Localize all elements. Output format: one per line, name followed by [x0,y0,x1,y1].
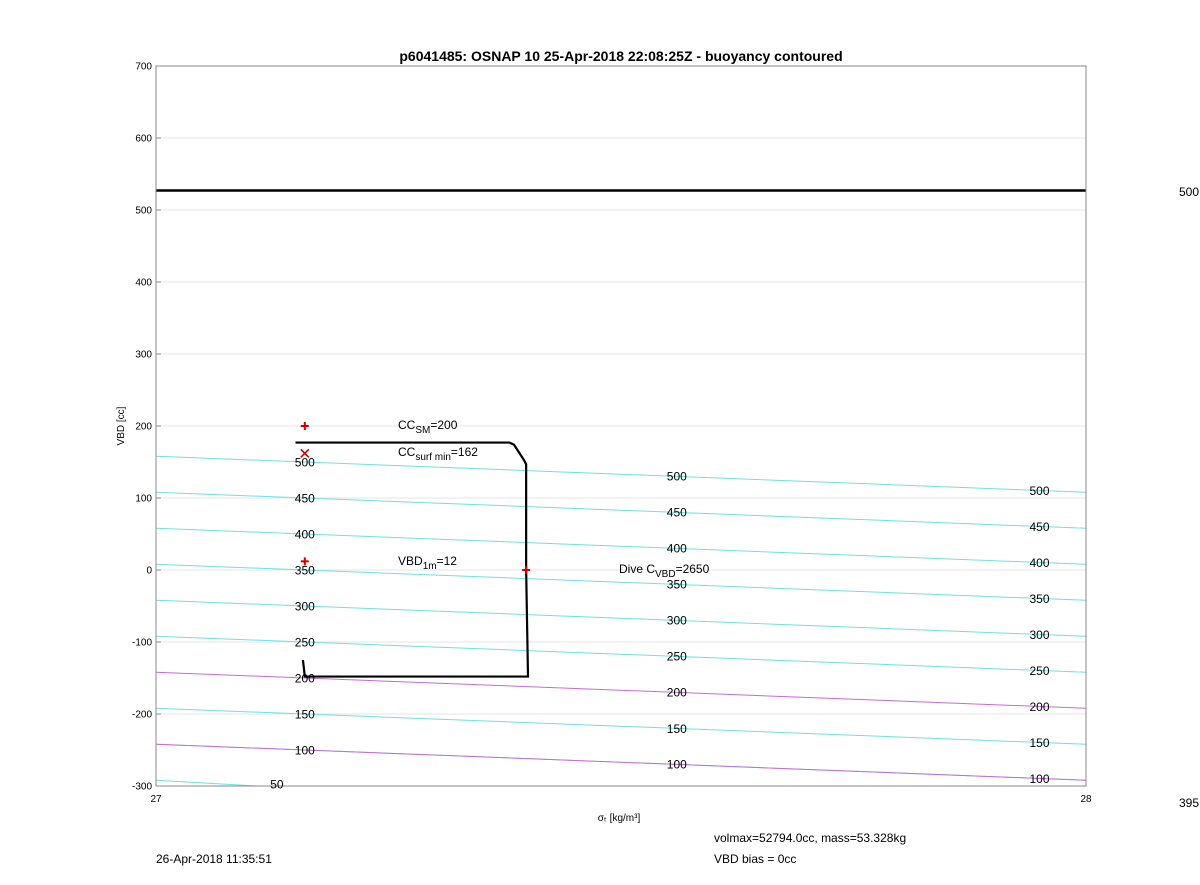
contour-label: 400 [1029,555,1050,570]
contour-label: 250 [294,635,315,650]
contour-label: 100 [666,757,687,772]
y-tick-label: 100 [135,493,152,505]
right-label-top: 500 [1179,185,1200,199]
contour-label: 500 [666,469,687,484]
x-tick-label: 28 [1080,794,1092,805]
chart-title: p6041485: OSNAP 10 25-Apr-2018 22:08:25Z - buoyancy contoured [399,48,843,64]
contour-label: 300 [1029,627,1050,642]
y-tick-label: -100 [131,637,152,649]
contour-label: 500 [1029,483,1050,498]
contour-label: 200 [294,671,315,686]
footer-volmax: volmax=52794.0cc, mass=53.328kg [714,831,907,845]
contour-label: 200 [666,685,687,700]
y-tick-label: 700 [135,61,152,73]
contour-label: 350 [294,563,315,578]
x-tick-label: 27 [150,794,162,805]
y-tick-label: -300 [131,781,152,793]
contour-label: 100 [1029,771,1050,786]
contour-label: 50 [270,777,284,792]
contour-label: 450 [666,505,687,520]
footer-bias: VBD bias = 0cc [714,852,797,866]
y-tick-label: 600 [135,133,152,145]
marker-plus [301,422,309,430]
contour-label: 450 [294,491,315,506]
y-axis-label: VBD [cc] [116,406,127,446]
annotation-label: $VBD_{1m}=12$ [398,554,457,572]
contour-label: 100 [294,743,315,758]
contour-line [156,780,258,786]
y-tick-label: 500 [135,205,152,217]
y-tick-label: 300 [135,349,152,361]
contour-label: 400 [294,527,315,542]
contour-label: 250 [666,649,687,664]
y-tick-label: 0 [146,565,152,577]
contour-label: 350 [666,577,687,592]
annotation-label: $CC_{surf min}=162$ [398,445,478,463]
contour-label: 150 [294,707,315,722]
contour-label: 300 [294,599,315,614]
contour-label: 500 [294,455,315,470]
contour-label: 150 [1029,735,1050,750]
contour-label: 200 [1029,699,1050,714]
contour-label: 300 [666,613,687,628]
marker-plus [522,566,530,574]
contour-labels [270,456,1050,792]
y-axis-ticks [132,62,161,793]
y-tick-label: 200 [135,421,152,433]
contour-label: 150 [666,722,687,737]
contour-label: 450 [1029,519,1050,534]
footer-timestamp: 26-Apr-2018 11:35:51 [156,852,272,866]
contour-label: 350 [1029,591,1050,606]
right-label-bottom: 395 [1179,796,1200,810]
contour-label: 250 [1029,663,1050,678]
y-tick-label: 400 [135,277,152,289]
contour-label: 400 [666,541,687,556]
annotation-label: Dive $C_{VBD}=2650$ [619,562,710,580]
y-tick-label: -200 [131,709,152,721]
x-axis-ticks [150,781,1092,805]
x-axis-label: σₜ [kg/m³] [597,813,641,824]
grid-lines [156,138,1086,714]
annotation-label: $CC_{SM}=200$ [398,418,458,436]
